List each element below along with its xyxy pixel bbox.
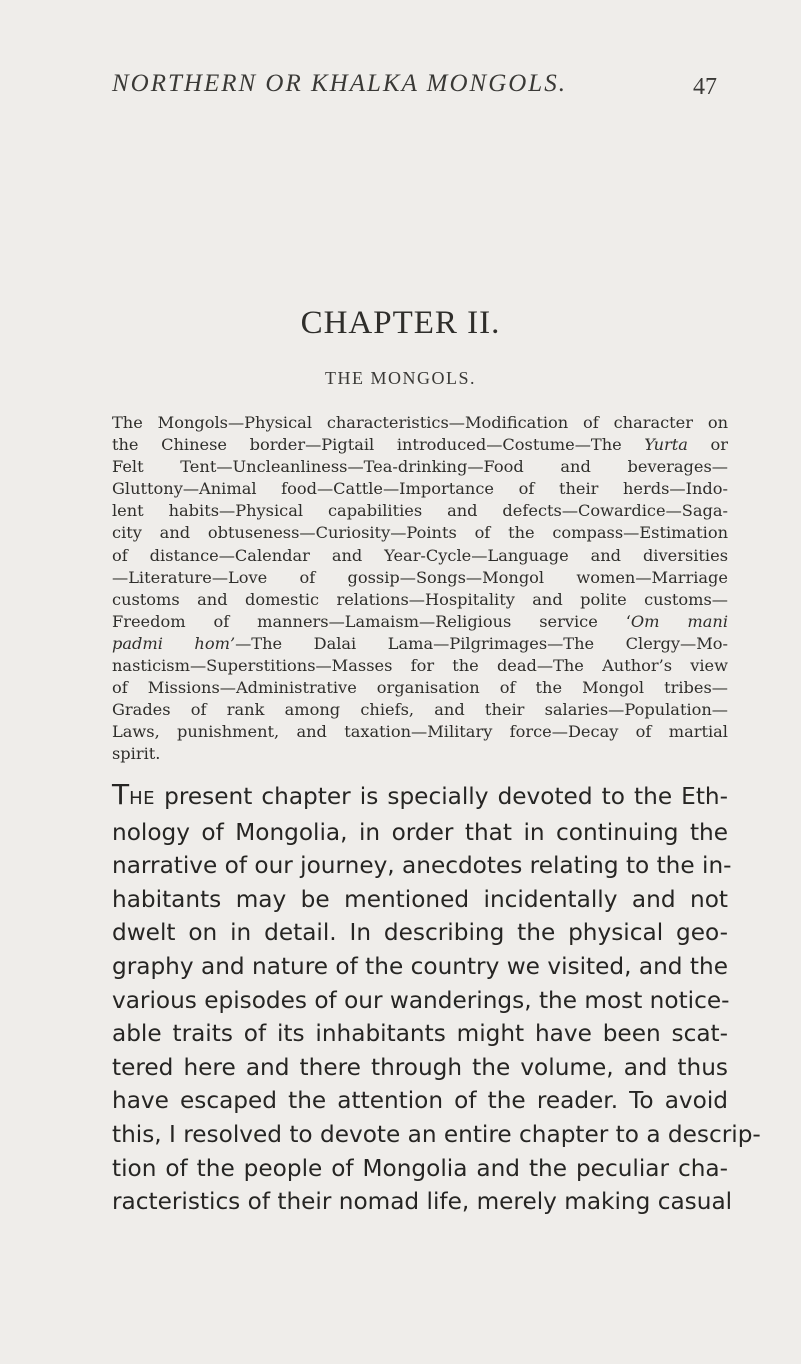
paragraph-line: dwelt on in detail. In describing the physical geo- — [112, 919, 728, 947]
synopsis-line: lent habits—Physical capabilities and defects—Cowardice—Saga- — [112, 501, 728, 521]
synopsis-text: the Chinese border—Pigtail introduced—Costume—The — [112, 435, 645, 455]
synopsis-italic: padmi hom’ — [112, 633, 236, 653]
synopsis-line: of distance—Calendar and Year-Cycle—Language and diversities — [112, 545, 728, 565]
running-header — [0, 70, 801, 110]
paragraph-line: graphy and nature of the country we visited, and the — [112, 952, 728, 980]
synopsis-italic: Om mani — [630, 611, 728, 631]
page-number: 47 — [693, 74, 717, 100]
synopsis-line: customs and domestic relations—Hospitality and polite customs— — [112, 589, 728, 609]
opening-capital: T — [112, 778, 130, 811]
paragraph-text: present chapter is specially devoted to the Eth- — [155, 783, 728, 810]
chapter-synopsis — [112, 412, 728, 766]
synopsis-line — [112, 611, 728, 633]
paragraph-line: nology of Mongolia, in order that in continuing the — [112, 818, 728, 846]
synopsis-line: city and obtuseness—Curiosity—Points of the compass—Estimation — [112, 523, 728, 543]
synopsis-italic: Yurta — [644, 435, 688, 455]
synopsis-line: Grades of rank among chiefs, and their salaries—Population— — [112, 700, 728, 720]
body-paragraph — [112, 778, 761, 1219]
paragraph-line: able traits of its inhabitants might have been scat- — [112, 1020, 728, 1048]
paragraph-line: narrative of our journey, anecdotes relating to the in- — [112, 852, 732, 880]
chapter-subtitle: THE MONGOLS. — [325, 368, 476, 388]
paragraph-line — [112, 778, 728, 816]
paragraph-line: habitants may be mentioned incidentally and not — [112, 885, 728, 913]
synopsis-line: Felt Tent—Uncleanliness—Tea-drinking—Food and beverages— — [112, 457, 728, 477]
synopsis-text: —The Dalai Lama—Pilgrimages—The Clergy—Mo- — [235, 633, 728, 653]
synopsis-line: Laws, punishment, and taxation—Military force—Decay of martial — [112, 722, 728, 742]
paragraph-line: racteristics of their nomad life, merely making casual — [112, 1188, 733, 1216]
synopsis-text: or — [687, 435, 728, 455]
synopsis-line — [112, 633, 728, 655]
synopsis-line: nasticism—Superstitions—Masses for the dead—The Author’s view — [112, 656, 728, 676]
running-title: NORTHERN OR KHALKA MONGOLS. — [112, 70, 567, 97]
synopsis-line: spirit. — [112, 744, 161, 764]
synopsis-line: —Literature—Love of gossip—Songs—Mongol women—Marriage — [112, 567, 728, 587]
paragraph-line: tered here and there through the volume, and thus — [112, 1053, 728, 1081]
chapter-heading: CHAPTER II. — [300, 305, 501, 341]
synopsis-line: The Mongols—Physical characteristics—Modification of character on — [112, 413, 728, 432]
synopsis-line: of Missions—Administrative organisation of the Mongol tribes— — [112, 678, 728, 698]
synopsis-line — [112, 434, 728, 456]
synopsis-line: Gluttony—Animal food—Cattle—Importance of their herds—Indo- — [112, 479, 728, 499]
synopsis-text: Freedom of manners—Lamaism—Religious service ‘ — [112, 611, 631, 631]
paragraph-line: this, I resolved to devote an entire chapter to a descrip- — [112, 1120, 761, 1148]
opening-small-caps: HE — [129, 788, 156, 809]
paragraph-line: tion of the people of Mongolia and the peculiar cha- — [112, 1154, 728, 1182]
paragraph-line: various episodes of our wanderings, the most notice- — [112, 986, 730, 1014]
paragraph-line: have escaped the attention of the reader. To avoid — [112, 1087, 728, 1115]
